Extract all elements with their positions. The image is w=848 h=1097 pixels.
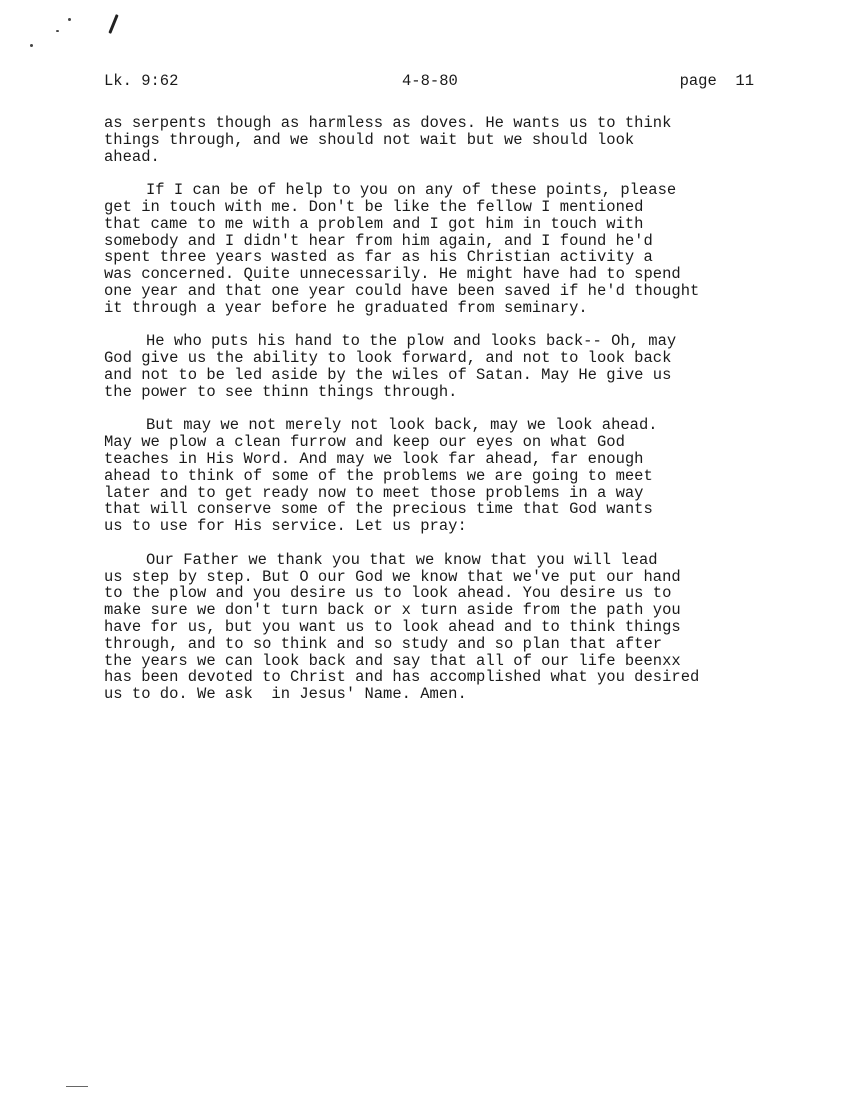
text-line: that came to me with a problem and I got him in touch with bbox=[104, 214, 644, 233]
text-line: ahead to think of some of the problems we are going to meet bbox=[104, 466, 653, 485]
text-line: things through, and we should not wait but we should look bbox=[104, 130, 635, 149]
paragraph bbox=[104, 182, 784, 316]
text-line: one year and that one year could have been saved if he'd thought bbox=[104, 281, 700, 300]
text-line: to the plow and you desire us to look ahead. You desire us to bbox=[104, 584, 672, 603]
text-line: and not to be led aside by the wiles of Satan. May He give us bbox=[104, 365, 672, 384]
document-body bbox=[104, 115, 784, 720]
text-line: teaches in His Word. And may we look far ahead, far enough bbox=[104, 449, 644, 468]
text-line: ahead. bbox=[104, 147, 160, 166]
speck-mark bbox=[56, 30, 59, 32]
scripture-reference: Lk. 9:62 bbox=[104, 72, 179, 90]
text-line: as serpents though as harmless as doves. He wants us to think bbox=[104, 114, 672, 132]
text-line: the power to see thinn things through. bbox=[104, 382, 458, 401]
page-header bbox=[104, 72, 754, 92]
paragraph bbox=[104, 552, 784, 703]
text-line: spent three years wasted as far as his Christian activity a bbox=[104, 248, 653, 267]
text-line: If I can be of help to you on any of these points, please bbox=[146, 181, 677, 200]
paragraph bbox=[104, 115, 784, 165]
text-line: it through a year before he graduated from seminary. bbox=[104, 298, 588, 317]
text-line: that will conserve some of the precious time that God wants bbox=[104, 500, 653, 519]
text-line: somebody and I didn't hear from him again, and I found he'd bbox=[104, 231, 653, 250]
scan-artifact-line bbox=[66, 1086, 88, 1087]
text-line: But may we not merely not look back, may we look ahead. bbox=[146, 416, 658, 435]
text-line: was concerned. Quite unnecessarily. He might have had to spend bbox=[104, 265, 681, 284]
paragraph bbox=[104, 333, 784, 400]
text-line: get in touch with me. Don't be like the fellow I mentioned bbox=[104, 197, 644, 216]
text-line: us to do. We ask in Jesus' Name. Amen. bbox=[104, 685, 467, 704]
text-line: God give us the ability to look forward, and not to look back bbox=[104, 349, 672, 368]
page-number: page 11 bbox=[679, 72, 754, 90]
text-line: make sure we don't turn back or x turn aside from the path you bbox=[104, 601, 681, 620]
text-line: May we plow a clean furrow and keep our eyes on what God bbox=[104, 433, 625, 452]
speck-mark bbox=[68, 18, 71, 21]
text-line: through, and to so think and so study and so plan that after bbox=[104, 634, 663, 653]
speck-mark bbox=[30, 44, 33, 47]
pen-mark bbox=[108, 14, 118, 34]
text-line: later and to get ready now to meet those problems in a way bbox=[104, 483, 644, 502]
text-line: the years we can look back and say that all of our life beenxx bbox=[104, 651, 681, 670]
text-line: us to use for His service. Let us pray: bbox=[104, 517, 467, 536]
text-line: has been devoted to Christ and has accomplished what you desired bbox=[104, 668, 700, 687]
text-line: Our Father we thank you that we know that you will lead bbox=[146, 550, 658, 569]
paragraph bbox=[104, 417, 784, 535]
text-line: have for us, but you want us to look ahead and to think things bbox=[104, 617, 681, 636]
text-line: He who puts his hand to the plow and looks back-- Oh, may bbox=[146, 332, 677, 351]
text-line: us step by step. But O our God we know that we've put our hand bbox=[104, 567, 681, 586]
document-date: 4-8-80 bbox=[402, 72, 458, 90]
